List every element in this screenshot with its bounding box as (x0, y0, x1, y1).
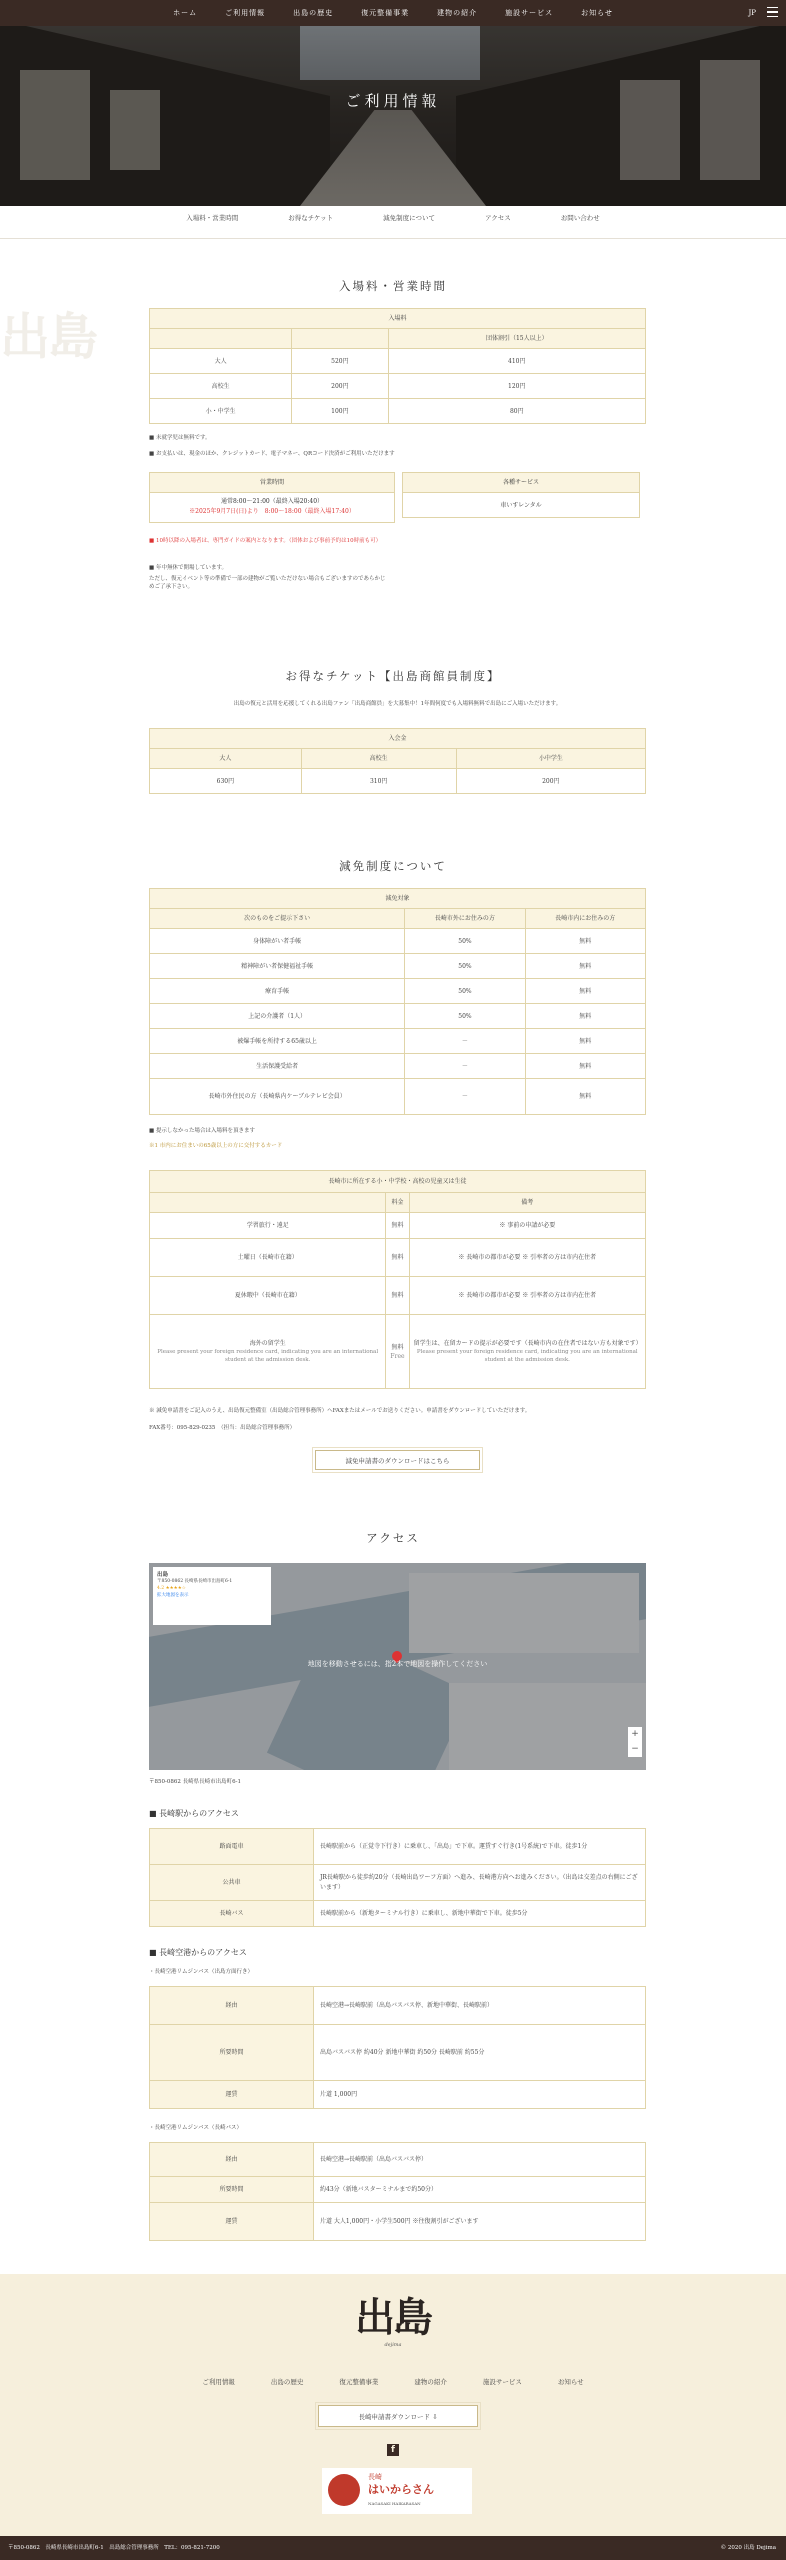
nav-item-info[interactable]: ご利用情報 (225, 8, 266, 17)
fees-note: ■ 年中無休で開場しています。 (149, 565, 228, 571)
discount-download-button[interactable]: 減免申請書のダウンロードはこちら (315, 1450, 480, 1470)
footer-download-label: 長崎申請書ダウンロード (358, 2413, 430, 2421)
fees-cell: 100円 (292, 399, 388, 424)
discount-cell: 50% (405, 954, 525, 979)
airport-sub: ・長崎空港リムジンバス（長崎バス） (149, 2125, 242, 2131)
footer-nav-history[interactable]: 出島の歴史 (270, 2378, 304, 2386)
discount-cell: 精神障がい者保健福祉手帳 (150, 954, 405, 979)
map-info-card (153, 1567, 271, 1625)
fees-cell: 520円 (292, 349, 388, 374)
fees-title: 入場料・営業時間 (339, 279, 447, 293)
station-key: 公共車 (150, 1865, 314, 1901)
student-table (149, 1170, 646, 1389)
foreign-label-en: Please present your foreign residence card, indicating you are an international student at the admission desk. (157, 1348, 379, 1363)
student-cell: 夏休暇中（長崎市在籍） (150, 1277, 386, 1315)
ticket-col: 高校生 (301, 749, 456, 769)
footer-download-button[interactable] (318, 2405, 478, 2427)
service-line: 車いすレンタル (500, 502, 542, 509)
airport-table-2 (149, 2142, 646, 2241)
fees-cell: 200円 (292, 374, 388, 399)
zoom-out-icon[interactable]: − (631, 1744, 639, 1754)
subnav-ticket[interactable]: お得なチケット (288, 214, 334, 222)
footer (0, 2274, 786, 2536)
map-rating-value: 4.2 (157, 1586, 165, 1591)
hours-title: 営業時間 (150, 473, 394, 493)
hours-line-red: ※2025年9月7日(日)より 8:00～18:00（最終入場17:40） (189, 508, 355, 516)
page-title: ご利用情報 (345, 92, 441, 110)
subnav-access[interactable]: アクセス (484, 214, 511, 222)
fees-table (149, 308, 646, 424)
download-icon: ⇩ (432, 2413, 438, 2421)
airport-access-title: ■ 長崎空港からのアクセス (149, 1947, 247, 1959)
station-key: 長崎バス (150, 1901, 314, 1927)
fees-note: ■ 未就学児は無料です。 (149, 435, 211, 441)
discount-table (149, 888, 646, 1115)
station-value: 長崎駅前から（正覚寺下行き）に乗車し、「出島」で下車。運賃すぐ行き(1号系統)で下車。徒歩1分 (314, 1829, 646, 1865)
nav-item-news[interactable]: お知らせ (581, 8, 613, 17)
ticket-value: 630円 (150, 769, 302, 794)
ticket-desc: 出島の復元と活用を応援してくれる出島ファン「出島商館員」を大募集中！1年間何度でも入場料無料で出島にご入場いただけます。 (233, 701, 562, 707)
hero-image (0, 0, 786, 206)
discount-cell: 長崎市外住民の方（長崎県内ケーブルテレビ会員） (150, 1079, 405, 1115)
station-value: JR長崎駅から徒歩約20分（長崎出島ワーフ方面）へ進み、長崎港方向へお進みください。（出島は交差点の右側にございます） (314, 1865, 646, 1901)
fees-cell: 大人 (150, 349, 292, 374)
fees-note: ただし、復元イベント等の準備で一部の建物がご覧いただけない場合もございますのであらかじめご了承下さい。 (149, 576, 386, 591)
hamburger-menu-icon[interactable] (767, 7, 778, 17)
student-cell: 無料 (386, 1277, 409, 1315)
discount-col: 次のものをご提示下さい (150, 909, 405, 929)
foreign-fee-en: Free (390, 1352, 405, 1360)
ticket-value: 310円 (301, 769, 456, 794)
discount-cell: 被爆手帳を所持する65歳以上 (150, 1029, 405, 1054)
footer-nav-restoration[interactable]: 復元整備事業 (339, 2378, 379, 2386)
discount-note: ※1 市内にお住まいの65歳以上の方に交付するカード (149, 1143, 283, 1149)
ticket-value: 200円 (456, 769, 645, 794)
airport-value: 出島バスバス停 約40分 新地中華街 約50分 長崎駅前 約55分 (314, 2025, 646, 2081)
airport-value: 長崎空港→長崎駅前（出島バスバス停） (314, 2143, 646, 2177)
station-access-title: ■ 長崎駅からのアクセス (149, 1808, 239, 1820)
discount-cell: 無料 (525, 929, 645, 954)
ticket-title: お得なチケット【出島商館員制度】 (285, 669, 501, 683)
discount-cell: 無料 (525, 1029, 645, 1054)
airport-key: 経由 (150, 2143, 314, 2177)
student-cell: ※ 長崎市の都市が必要 ※ 引率者の方は市内在住者 (409, 1239, 645, 1277)
airport-value: 片道 1,000円 (314, 2081, 646, 2109)
discount-note: ■ 提示しなかった場合は入場料を頂きます (149, 1128, 255, 1134)
google-map[interactable] (149, 1563, 646, 1770)
fees-cell: 120円 (388, 374, 645, 399)
map-card-rating: 4.2 ★★★★☆ (157, 1586, 186, 1591)
top-nav (0, 0, 786, 26)
foreign-label: 海外の留学生 (249, 1339, 286, 1347)
nav-item-history[interactable]: 出島の歴史 (293, 8, 334, 17)
nav-item-home[interactable]: ホーム (173, 8, 198, 17)
subnav-discount[interactable]: 減免制度について (383, 214, 435, 222)
footer-nav-info[interactable]: ご利用情報 (202, 2378, 235, 2386)
nav-items (159, 8, 627, 19)
discount-cell: 無料 (525, 1079, 645, 1115)
discount-col: 長崎市外にお住みの方 (405, 909, 525, 929)
student-table-header: 長崎市に所在する小・中学校・高校の児童又は生徒 (150, 1171, 646, 1193)
airport-key: 所要時間 (150, 2177, 314, 2203)
student-cell: 学習旅行・遠足 (150, 1213, 386, 1239)
fees-note: ■ お支払いは、現金のほか、クレジットカード、電子マネー、QRコード決済がご利用いただけます (149, 451, 395, 457)
foreign-note: 留学生は、在留カードの提示が必要です（長崎市内の在住者ではない方も対象です） (413, 1339, 642, 1347)
banner-small-text: 長崎 (368, 2473, 382, 2481)
airport-value: 長崎空港→長崎駅前（出島バスバス停、新地中華街、長崎駅前） (314, 1987, 646, 2025)
student-cell: 無料 (386, 1239, 409, 1277)
footer-address: 〒850-0862 長崎県長崎市出島町6-1 出島総合管理事務所 TEL：095-821-7200 (8, 2545, 220, 2551)
airport-table-1 (149, 1986, 646, 2109)
access-title: アクセス (366, 1531, 420, 1545)
fees-note-red: ■ 10時以降の入場者は、専門ガイドの案内となります。（団体および事前予約は10時前も可） (149, 538, 382, 544)
station-value: 長崎駅前から（新地ターミナル行き）に乗車し、新地中華街で下車。徒歩5分 (314, 1901, 646, 1927)
foreign-fee: 無料 (391, 1343, 404, 1351)
discount-table-header: 減免対象 (150, 889, 646, 909)
discount-fax: FAX番号：095-829-0235 （担当：出島総合管理事務所） (149, 1425, 296, 1431)
section-subnav (0, 214, 786, 230)
language-switch[interactable]: JP (748, 9, 756, 17)
fees-cell: 高校生 (150, 374, 292, 399)
discount-cell: 上記の介護者（1人） (150, 1004, 405, 1029)
student-table-blank (150, 1193, 386, 1213)
discount-cell: 生活保護受給者 (150, 1054, 405, 1079)
student-cell: 土曜日（長崎市在籍） (150, 1239, 386, 1277)
student-col: 料金 (386, 1193, 409, 1213)
student-col: 備考 (409, 1193, 645, 1213)
subnav-fees[interactable]: 入場料・営業時間 (186, 214, 239, 222)
nav-item-services[interactable]: 施設サービス (505, 8, 554, 17)
watermark-logo: 出島 (0, 308, 96, 366)
haikarasan-banner[interactable] (322, 2468, 472, 2514)
zoom-in-icon[interactable]: + (631, 1729, 639, 1739)
map-card-title: 出島 (157, 1572, 169, 1578)
student-cell: 無料 (386, 1213, 409, 1239)
nav-item-buildings[interactable]: 建物の紹介 (437, 8, 478, 17)
airport-value: 約43分（新地バスターミナルまで約50分） (314, 2177, 646, 2203)
airport-sub: ・長崎空港リムジンバス（出島方面行き） (149, 1969, 253, 1975)
footer-nav-buildings[interactable]: 建物の紹介 (414, 2378, 447, 2386)
discount-cell: 無料 (525, 954, 645, 979)
map-zoom-controls (628, 1727, 642, 1757)
discount-cell: 50% (405, 1004, 525, 1029)
ticket-col: 大人 (150, 749, 302, 769)
discount-title: 減免制度について (339, 859, 447, 873)
foreign-note-en: Please present your foreign residence card, indicating you are an international student at the admission desk. (416, 1348, 638, 1363)
map-overlay-text: 地図を移動させるには、指2本で地図を操作してください (307, 1660, 488, 1668)
discount-col: 長崎市内にお住みの方 (525, 909, 645, 929)
ticket-table (149, 728, 646, 794)
footer-nav-news[interactable]: お知らせ (557, 2378, 584, 2386)
station-key: 路面電車 (150, 1829, 314, 1865)
airport-key: 所要時間 (150, 2025, 314, 2081)
airport-key: 運賃 (150, 2203, 314, 2241)
airport-value: 片道 大人1,000円・小学生500円 ※往復割引がございます (314, 2203, 646, 2241)
discount-cell: 身体障がい者手帳 (150, 929, 405, 954)
haikarasan-logo-icon (328, 2474, 360, 2506)
footer-logo[interactable]: 出島 (355, 2295, 431, 2341)
access-address: 〒850-0862 長崎県長崎市出島町6-1 (149, 1779, 241, 1785)
service-title: 各種サービス (403, 473, 639, 493)
fees-table-header: 入場料 (150, 309, 646, 329)
discount-cell: 療育手帳 (150, 979, 405, 1004)
fees-cell: 410円 (388, 349, 645, 374)
hours-box (149, 472, 395, 523)
discount-cell: － (405, 1079, 525, 1115)
fees-table-blank (292, 329, 388, 349)
facebook-icon[interactable]: f (387, 2444, 399, 2456)
discount-cell: 無料 (525, 979, 645, 1004)
subnav-contact[interactable]: お問い合わせ (560, 214, 600, 222)
banner-text: はいからさん (368, 2483, 434, 2496)
nav-item-restoration[interactable]: 復元整備事業 (361, 8, 410, 17)
fees-cell: 80円 (388, 399, 645, 424)
subnav-divider (0, 238, 786, 239)
footer-bottom-bar (0, 2536, 786, 2560)
discount-cell: － (405, 1029, 525, 1054)
fees-table-blank (150, 329, 292, 349)
footer-nav-services[interactable]: 施設サービス (482, 2378, 522, 2386)
student-cell: ※ 事前の申請が必要 (409, 1213, 645, 1239)
fees-cell: 小・中学生 (150, 399, 292, 424)
map-card-link[interactable]: 拡大地図を表示 (157, 1592, 189, 1598)
hours-line: 通常8:00～21:00（最終入場20:40） (220, 498, 324, 505)
fees-table-group-col: 団体割引（15人以上） (388, 329, 645, 349)
service-box (402, 472, 640, 518)
ticket-table-header: 入会金 (150, 729, 646, 749)
discount-cell: 50% (405, 979, 525, 1004)
station-table (149, 1828, 646, 1927)
discount-cell: 無料 (525, 1004, 645, 1029)
map-card-address: 〒850-0862 長崎県長崎市出島町6-1 (157, 1579, 233, 1585)
discount-cell: 50% (405, 929, 525, 954)
copyright: © 2020 出島 Dejima (720, 2545, 776, 2551)
airport-key: 運賃 (150, 2081, 314, 2109)
footer-logo-sub: dejima (384, 2342, 402, 2348)
banner-en-text: NAGASAKI HAIKARASAN (368, 2501, 421, 2506)
airport-key: 経由 (150, 1987, 314, 2025)
discount-note: ※ 減免申請書をご記入のうえ、出島復元整備室（出島総合管理事務所）へFAXまたはメールでお送りください。申請書をダウンロードしていただけます。 (149, 1408, 531, 1414)
ticket-col: 小中学生 (456, 749, 645, 769)
discount-cell: 無料 (525, 1054, 645, 1079)
discount-cell: － (405, 1054, 525, 1079)
student-cell: ※ 長崎市の都市が必要 ※ 引率者の方は市内在住者 (409, 1277, 645, 1315)
footer-nav (0, 2378, 786, 2388)
